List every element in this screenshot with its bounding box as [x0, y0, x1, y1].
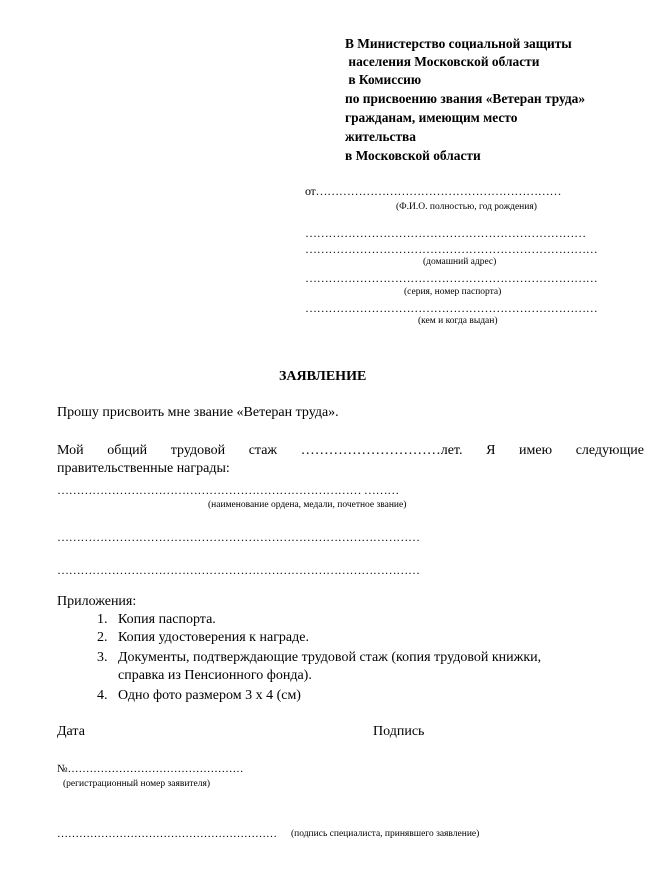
address-caption: (домашний адрес): [423, 257, 497, 267]
attachment-number: 2.: [97, 630, 108, 645]
signature-label: Подпись: [373, 724, 425, 739]
fio-field: от………………………………………………………: [305, 184, 562, 198]
awards-label: правительственные награды:: [57, 461, 230, 476]
attachment-number: 4.: [97, 688, 108, 703]
issued-caption: (кем и когда выдан): [418, 316, 498, 326]
attachment-number: 1.: [97, 612, 108, 627]
addressee-line: населения Московской области: [345, 54, 540, 69]
address-field-1: ………………………………………………………………: [305, 226, 586, 240]
document-title: ЗАЯВЛЕНИЕ: [279, 369, 367, 384]
specialist-signature-field: ……………………………………………………: [57, 828, 277, 840]
attachments-heading: Приложения:: [57, 594, 137, 609]
addressee-line: по присвоению звания «Ветеран труда»: [345, 91, 586, 106]
attachment-item: Одно фото размером 3 х 4 (см): [118, 688, 301, 703]
specialist-signature-caption: (подпись специалиста, принявшего заявление): [291, 829, 480, 839]
attachment-item: Копия паспорта.: [118, 612, 216, 627]
addressee-line: В Министерство социальной защиты: [345, 36, 572, 51]
attachment-item: Документы, подтверждающие трудовой стаж (копия трудовой книжки,: [118, 650, 542, 665]
request-text: Прошу присвоить мне звание «Ветеран труда».: [57, 405, 339, 420]
awards-caption: (наименование ордена, медали, почетное звание): [208, 500, 407, 510]
passport-field: …………………………………………………………………: [305, 271, 598, 285]
addressee-line: гражданам, имеющим место: [345, 110, 518, 125]
addressee-line: жительства: [345, 129, 416, 144]
registration-field: №…………………………………………: [57, 763, 244, 775]
issued-field: …………………………………………………………………: [305, 301, 598, 315]
passport-caption: (серия, номер паспорта): [404, 287, 502, 297]
awards-field-2: …………………………………………………………………………………: [57, 530, 420, 544]
experience-line: Мой общий трудовой стаж …………………………лет. Я имею следующие: [57, 443, 644, 458]
awards-field-1: …………………………………………………………………… ………: [57, 483, 400, 497]
date-label: Дата: [57, 724, 85, 739]
awards-field-3: …………………………………………………………………………………: [57, 563, 420, 577]
registration-caption: (регистрационный номер заявителя): [63, 779, 211, 789]
attachment-item-continuation: справка из Пенсионного фонда).: [118, 668, 312, 683]
addressee-line: в Комиссию: [345, 72, 422, 87]
address-field-2: …………………………………………………………………: [305, 242, 598, 256]
attachment-number: 3.: [97, 650, 108, 665]
fio-caption: (Ф.И.О. полностью, год рождения): [396, 202, 537, 212]
addressee-line: в Московской области: [345, 148, 481, 163]
attachment-item: Копия удостоверения к награде.: [118, 630, 309, 645]
